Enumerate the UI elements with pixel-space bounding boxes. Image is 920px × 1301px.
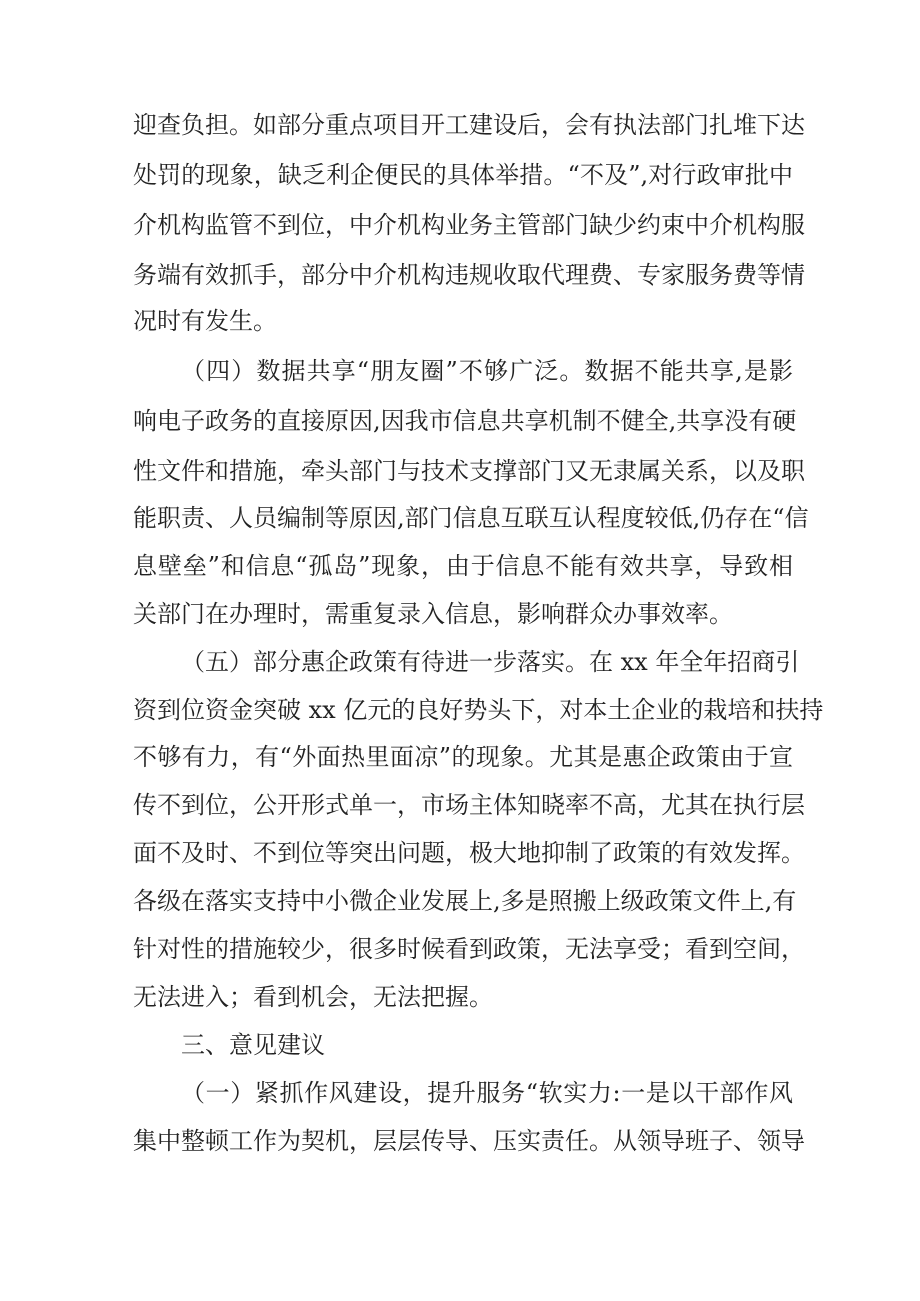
paragraph-4-heading-line: （四）数据共享“朋友圈”不够广泛。数据不能共享,是影 xyxy=(181,357,793,385)
text-line-16: 面不及时、不到位等突出问题，极大地抑制了政策的有效发挥。 xyxy=(133,839,805,867)
text-line-1: 迎查负担。如部分重点项目开工建设后，会有执法部门扎堆下达 xyxy=(133,111,805,139)
text-line-2: 处罚的现象，缺乏利企便民的具体举措。“不及”,对行政审批中 xyxy=(133,161,793,189)
text-line-15: 传不到位，公开形式单一，市场主体知晓率不高，尤其在执行层 xyxy=(133,791,805,819)
text-line-18: 针对性的措施较少，很多时候看到政策，无法享受；看到空间， xyxy=(133,935,805,963)
text-line-19: 无法进入；看到机会，无法把握。 xyxy=(133,983,493,1011)
section-heading: 三、意见建议 xyxy=(181,1031,325,1059)
text-line-11: 关部门在办理时，需重复录入信息，影响群众办事效率。 xyxy=(133,600,733,628)
text-line-8: 性文件和措施，牵头部门与技术支撑部门又无隶属关系，以及职 xyxy=(133,457,805,485)
paragraph-1-heading-line: （一）紧抓作风建设，提升服务“软实力:一是以干部作风 xyxy=(181,1079,793,1107)
text-line-17: 各级在落实支持中小微企业发展上,多是照搬上级政策文件上,有 xyxy=(133,887,797,915)
text-line-9: 能职责、人员编制等原因,部门信息互联互认程度较低,仍存在“信 xyxy=(133,504,809,532)
text-line-10: 息壁垒”和信息“孤岛”现象，由于信息不能有效共享，导致相 xyxy=(133,552,793,580)
text-line-13: 资到位资金突破 xx 亿元的良好势头下，对本土企业的栽培和扶持 xyxy=(133,696,824,724)
text-line-3: 介机构监管不到位，中介机构业务主管部门缺少约束中介机构服 xyxy=(133,211,805,239)
text-line-4: 务端有效抓手，部分中介机构违规收取代理费、专家服务费等情 xyxy=(133,261,805,289)
text-line-14: 不够有力，有“外面热里面凉”的现象。尤其是惠企政策由于宣 xyxy=(133,743,793,771)
text-line-7: 响电子政务的直接原因,因我市信息共享机制不健全,共享没有硬 xyxy=(133,407,797,435)
text-line-5: 况时有发生。 xyxy=(133,307,277,335)
paragraph-5-heading-line: （五）部分惠企政策有待进一步落实。在 xx 年全年招商引 xyxy=(181,648,800,676)
text-line-22: 集中整顿工作为契机，层层传导、压实责任。从领导班子、领导 xyxy=(133,1127,805,1155)
